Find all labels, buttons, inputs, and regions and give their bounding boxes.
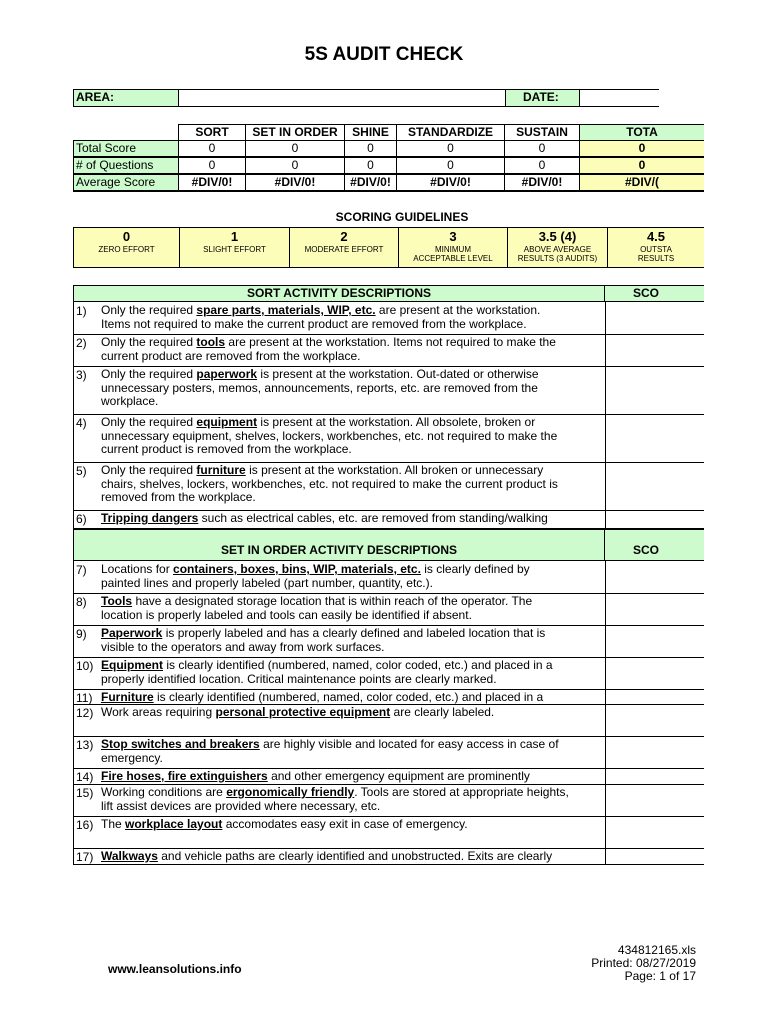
score-input[interactable] [605, 768, 705, 784]
score-cell: #DIV/( [579, 174, 704, 191]
score-input[interactable] [605, 689, 705, 704]
item-text: are present at the workstation. Items not required to make the current product are removed from the workplace. [101, 335, 556, 363]
area-field[interactable] [178, 89, 506, 107]
list-item [73, 784, 704, 817]
guideline-desc: ZERO EFFORT [98, 245, 155, 254]
item-text: Work areas requiring [101, 705, 216, 719]
item-description [101, 595, 571, 622]
item-number: 1) [76, 304, 87, 318]
footer-printed: Printed: 08/27/2019 [591, 956, 696, 970]
guideline-value: 1 [230, 229, 239, 244]
guideline-desc: MODERATE EFFORT [304, 245, 384, 254]
score-cell: 0 [344, 157, 397, 174]
item-text: and other emergency equipment are prominently [267, 769, 530, 783]
item-keyword: furniture [196, 463, 246, 477]
item-number: 9) [76, 627, 87, 641]
score-input[interactable] [605, 657, 705, 689]
item-description [101, 691, 571, 705]
guideline-box [607, 227, 704, 268]
item-text: . Tools are stored at appropriate heights, lift assist devices are provided where necessary, etc. [101, 785, 569, 813]
item-keyword: Paperwork [101, 626, 163, 640]
guideline-value: 4.5 [646, 229, 666, 244]
item-description [101, 738, 571, 765]
score-cell: 0 [504, 157, 580, 174]
item-keyword: equipment [196, 415, 258, 429]
score-row-label: Total Score [73, 140, 179, 157]
score-cell: 0 [579, 140, 704, 157]
guideline-value: 3.5 (4) [538, 229, 577, 244]
list-item [73, 625, 704, 658]
item-description [101, 512, 571, 526]
item-text: is present at the workstation. All obsolete, broken or unnecessary equipment, shelves, lockers, workbenches, etc. not required to make the current product is removed from the workplace. [101, 415, 558, 456]
score-cell: #DIV/0! [504, 174, 580, 191]
score-cell: #DIV/0! [344, 174, 397, 191]
setinorder-score-header: SCO [604, 529, 704, 561]
item-description [101, 659, 571, 686]
item-description [101, 818, 571, 832]
item-description [101, 627, 571, 654]
item-description [101, 336, 571, 363]
sort-section-header: SORT ACTIVITY DESCRIPTIONS [73, 285, 605, 302]
score-input[interactable] [605, 848, 705, 864]
item-number: 17) [76, 850, 94, 864]
item-description [101, 563, 571, 590]
item-text: is clearly identified (numbered, named, color coded, etc.) and placed in a [153, 690, 544, 704]
list-item [73, 704, 704, 737]
guideline-desc-2: RESULTS [637, 254, 675, 263]
guideline-value: 3 [449, 229, 457, 244]
item-description [101, 706, 571, 720]
item-text: Working conditions are [101, 785, 227, 799]
guideline-desc-2: RESULTS (3 AUDITS) [517, 254, 598, 263]
score-input[interactable] [605, 625, 705, 657]
item-description [101, 368, 571, 409]
score-input[interactable] [605, 784, 705, 816]
score-input[interactable] [605, 816, 705, 848]
score-cell: #DIV/0! [245, 174, 345, 191]
sort-score-header: SCO [604, 285, 704, 302]
item-text: is present at the workstation. Out-dated or otherwise unnecessary posters, memos, announcements, reports, etc. are removed from the workplace. [101, 367, 539, 408]
item-text: Only the required [101, 335, 197, 349]
score-cell: #DIV/0! [396, 174, 505, 191]
score-row-label: Average Score [73, 174, 179, 191]
list-item [73, 302, 704, 335]
item-number: 14) [76, 770, 94, 784]
score-cell: 0 [178, 157, 246, 174]
score-cell: 0 [178, 140, 246, 157]
item-text: Only the required [101, 463, 197, 477]
item-text: such as electrical cables, etc. are removed from standing/walking [198, 511, 548, 525]
item-number: 15) [76, 786, 94, 800]
item-keyword: containers, boxes, bins, WIP, materials, etc. [173, 562, 421, 576]
score-input[interactable] [605, 736, 705, 768]
score-input[interactable] [605, 302, 705, 334]
item-keyword: workplace layout [125, 817, 223, 831]
guidelines-title: SCORING GUIDELINES [335, 210, 469, 224]
score-input[interactable] [605, 366, 705, 414]
item-number: 8) [76, 595, 87, 609]
score-cell: 0 [396, 140, 505, 157]
guideline-desc: ABOVE AVERAGE [523, 245, 592, 254]
guideline-box [73, 227, 180, 268]
footer-page: Page: 1 of 17 [624, 969, 696, 983]
page-title: 5S AUDIT CHECK [304, 44, 464, 65]
score-cell: 0 [344, 140, 397, 157]
list-item [73, 689, 704, 705]
list-item [73, 768, 704, 785]
list-item [73, 334, 704, 367]
item-keyword: personal protective equipment [215, 705, 391, 719]
item-number: 7) [76, 563, 87, 577]
item-keyword: tools [196, 335, 226, 349]
score-input[interactable] [605, 414, 705, 462]
item-description [101, 786, 571, 813]
guideline-box [507, 227, 608, 268]
item-text: Only the required [101, 367, 197, 381]
score-cell: #DIV/0! [178, 174, 246, 191]
score-cell: 0 [396, 157, 505, 174]
item-description [101, 416, 571, 457]
item-text: accomodates easy exit in case of emergency. [222, 817, 468, 831]
list-item [73, 510, 704, 529]
item-keyword: Tripping dangers [101, 511, 199, 525]
list-item [73, 816, 704, 849]
score-cell: 0 [579, 157, 704, 174]
score-input[interactable] [605, 462, 705, 510]
list-item [73, 561, 704, 594]
footer-filename: 434812165.xls [617, 943, 696, 957]
list-item [73, 657, 704, 690]
item-keyword: ergonomically friendly [226, 785, 355, 799]
item-text: is present at the workstation. All broken or unnecessary chairs, shelves, lockers, workbenches, etc. not required to make the current product is removed from the workplace. [101, 463, 558, 504]
footer-website[interactable]: www.leansolutions.info [108, 962, 242, 976]
guideline-desc: OUTSTA [640, 245, 672, 254]
item-text: have a designated storage location that is within reach of the operator. The location is properly labeled and tools can easily be identified if absent. [101, 594, 533, 622]
item-number: 13) [76, 738, 94, 752]
list-item [73, 593, 704, 626]
item-text: Only the required [101, 415, 197, 429]
item-keyword: paperwork [196, 367, 258, 381]
guideline-desc: MINIMUM [435, 245, 471, 254]
list-item [73, 366, 704, 415]
guideline-box [179, 227, 290, 268]
area-label: AREA: [73, 89, 179, 107]
score-col-header: SET IN ORDER [245, 124, 345, 141]
item-text: Only the required [101, 303, 197, 317]
item-number: 11) [76, 691, 93, 705]
item-number: 6) [76, 512, 87, 526]
score-input[interactable] [605, 510, 705, 528]
score-input[interactable] [605, 334, 705, 366]
item-description [101, 850, 571, 864]
guideline-box [398, 227, 508, 268]
guideline-desc-2: ACCEPTABLE LEVEL [413, 254, 493, 263]
guideline-box [289, 227, 399, 268]
item-text: are highly visible and located for easy access in case of emergency. [101, 737, 559, 765]
score-col-header: STANDARDIZE [396, 124, 505, 141]
item-keyword: Fire hoses, fire extinguishers [101, 769, 268, 783]
item-text: are present at the workstation. Items not required to make the current product are removed from the workplace. [101, 303, 541, 331]
score-col-header: TOTA [579, 124, 704, 141]
item-number: 16) [76, 818, 94, 832]
item-number: 3) [76, 368, 87, 382]
item-text: Locations for [101, 562, 174, 576]
score-col-header: SHINE [344, 124, 397, 141]
item-number: 10) [76, 659, 94, 673]
score-input[interactable] [605, 704, 705, 736]
item-text: The [101, 817, 126, 831]
item-number: 2) [76, 336, 87, 350]
item-number: 5) [76, 464, 87, 478]
item-text: is clearly identified (numbered, named, color coded, etc.) and placed in a properly identified location. Critical maintenance points are clearly marked. [101, 658, 553, 686]
guideline-desc: SLIGHT EFFORT [203, 245, 266, 254]
score-input[interactable] [605, 561, 705, 593]
date-label: DATE: [505, 89, 580, 107]
item-keyword: Walkways [101, 849, 158, 863]
setinorder-section-header: SET IN ORDER ACTIVITY DESCRIPTIONS [73, 529, 605, 561]
score-cell: 0 [245, 157, 345, 174]
item-number: 4) [76, 416, 87, 430]
score-row-label: # of Questions [73, 157, 179, 174]
list-item [73, 736, 704, 769]
list-item [73, 462, 704, 511]
guideline-value: 0 [122, 229, 131, 244]
guideline-value: 2 [340, 229, 348, 244]
item-keyword: Stop switches and breakers [101, 737, 260, 751]
score-cell: 0 [504, 140, 580, 157]
score-table-bottom-rule [73, 190, 704, 192]
item-keyword: Furniture [101, 690, 154, 704]
item-description [101, 304, 571, 331]
item-keyword: Tools [101, 594, 133, 608]
item-text: are clearly labeled. [390, 705, 495, 719]
item-keyword: Equipment [101, 658, 163, 672]
list-item [73, 848, 704, 865]
item-number: 12) [76, 706, 94, 720]
date-field[interactable] [579, 89, 659, 107]
list-item [73, 414, 704, 463]
item-description [101, 770, 571, 784]
item-text: is properly labeled and has a clearly defined and labeled location that is visible to the operators and away from work surfaces. [101, 626, 546, 654]
item-text: and vehicle paths are clearly identified and unobstructed. Exits are clearly [157, 849, 553, 863]
score-col-header: SUSTAIN [504, 124, 580, 141]
score-input[interactable] [605, 593, 705, 625]
score-col-header: SORT [178, 124, 246, 141]
score-cell: 0 [245, 140, 345, 157]
item-text: is clearly defined by painted lines and properly labeled (part number, quantity, etc.). [101, 562, 530, 590]
item-keyword: spare parts, materials, WIP, etc. [196, 303, 376, 317]
item-description [101, 464, 571, 505]
